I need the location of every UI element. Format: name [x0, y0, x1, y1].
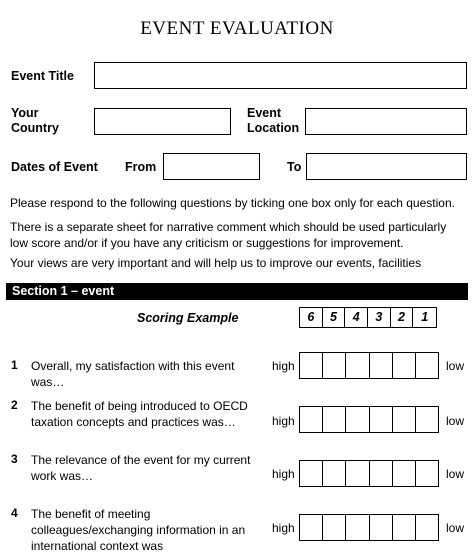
question-number: 3 — [11, 452, 18, 466]
scoring-example-cell: 6 — [300, 308, 323, 327]
question-text: The benefit of being introduced to OECD taxation concepts and practices was… — [31, 399, 248, 429]
date-from-field[interactable] — [163, 153, 260, 180]
event-location-label — [247, 106, 299, 136]
rating-checkbox-1[interactable] — [416, 407, 438, 432]
rating-checkbox-5[interactable] — [323, 407, 346, 432]
to-label: To — [287, 160, 302, 174]
rating-checkbox-6[interactable] — [300, 407, 323, 432]
event-title-field[interactable] — [94, 62, 467, 89]
event-location-field[interactable] — [305, 108, 467, 135]
scoring-example-cell: 4 — [345, 308, 368, 327]
scoring-example-grid — [299, 307, 437, 328]
rating-grid-q2 — [299, 406, 439, 433]
rating-checkbox-1[interactable] — [416, 461, 438, 486]
rating-checkbox-6[interactable] — [300, 353, 323, 378]
low-label: low — [446, 414, 465, 428]
scoring-example-cell: 5 — [323, 308, 346, 327]
from-label: From — [125, 160, 157, 174]
your-country-label-line1: Your — [11, 106, 39, 120]
event-title-label: Event Title — [11, 69, 74, 83]
rating-checkbox-5[interactable] — [323, 461, 346, 486]
rating-checkbox-4[interactable] — [346, 515, 369, 540]
rating-checkbox-3[interactable] — [370, 515, 393, 540]
low-label: low — [446, 359, 465, 373]
rating-checkbox-5[interactable] — [323, 515, 346, 540]
dates-of-event-label: Dates of Event — [11, 160, 98, 174]
question-text: The relevance of the event for my current work was… — [31, 453, 251, 483]
your-country-label — [11, 106, 59, 136]
low-label: low — [446, 467, 465, 481]
rating-checkbox-2[interactable] — [393, 515, 416, 540]
rating-checkbox-2[interactable] — [393, 353, 416, 378]
your-country-field[interactable] — [94, 108, 231, 135]
rating-checkbox-4[interactable] — [346, 407, 369, 432]
high-label: high — [272, 521, 295, 535]
event-location-label-line2: Location — [247, 121, 300, 135]
your-country-label-line2: Country — [11, 121, 59, 135]
scoring-example-cell: 1 — [421, 310, 429, 324]
rating-checkbox-5[interactable] — [323, 353, 346, 378]
rating-grid-q1 — [299, 352, 439, 379]
scoring-example-label: Scoring Example — [137, 311, 239, 325]
rating-checkbox-1[interactable] — [416, 353, 438, 378]
date-to-field[interactable] — [306, 153, 467, 180]
rating-checkbox-3[interactable] — [370, 353, 393, 378]
rating-checkbox-6[interactable] — [300, 461, 323, 486]
instruction-3: Your views are very important and will help us to improve our events, facilities — [10, 256, 422, 270]
low-label: low — [446, 521, 465, 535]
rating-checkbox-6[interactable] — [300, 515, 323, 540]
question-number: 1 — [11, 358, 18, 372]
high-label: high — [272, 467, 295, 481]
question-text: The benefit of meeting colleagues/exchanging information in an international context was — [31, 507, 246, 553]
rating-grid-q3 — [299, 460, 439, 487]
question-number: 2 — [11, 398, 18, 412]
rating-checkbox-4[interactable] — [346, 353, 369, 378]
rating-checkbox-4[interactable] — [346, 461, 369, 486]
page-title: EVENT EVALUATION — [140, 18, 334, 39]
high-label: high — [272, 414, 295, 428]
scoring-example-cell: 2 — [391, 308, 414, 327]
rating-checkbox-3[interactable] — [370, 407, 393, 432]
rating-checkbox-2[interactable] — [393, 407, 416, 432]
rating-checkbox-3[interactable] — [370, 461, 393, 486]
event-location-label-line1: Event — [247, 106, 282, 120]
section-header: Section 1 – event — [6, 283, 468, 300]
rating-checkbox-2[interactable] — [393, 461, 416, 486]
instruction-2: There is a separate sheet for narrative comment which should be used particularly low score and/or if you have any criticism or suggestions for improvement. — [10, 220, 447, 250]
rating-grid-q4 — [299, 514, 439, 541]
question-text: Overall, my satisfaction with this event was… — [31, 359, 235, 389]
question-number: 4 — [11, 506, 18, 520]
scoring-example-cell: 3 — [368, 308, 391, 327]
high-label: high — [272, 359, 295, 373]
instruction-1: Please respond to the following questions by ticking one box only for each question. — [10, 196, 455, 210]
rating-checkbox-1[interactable] — [416, 515, 438, 540]
